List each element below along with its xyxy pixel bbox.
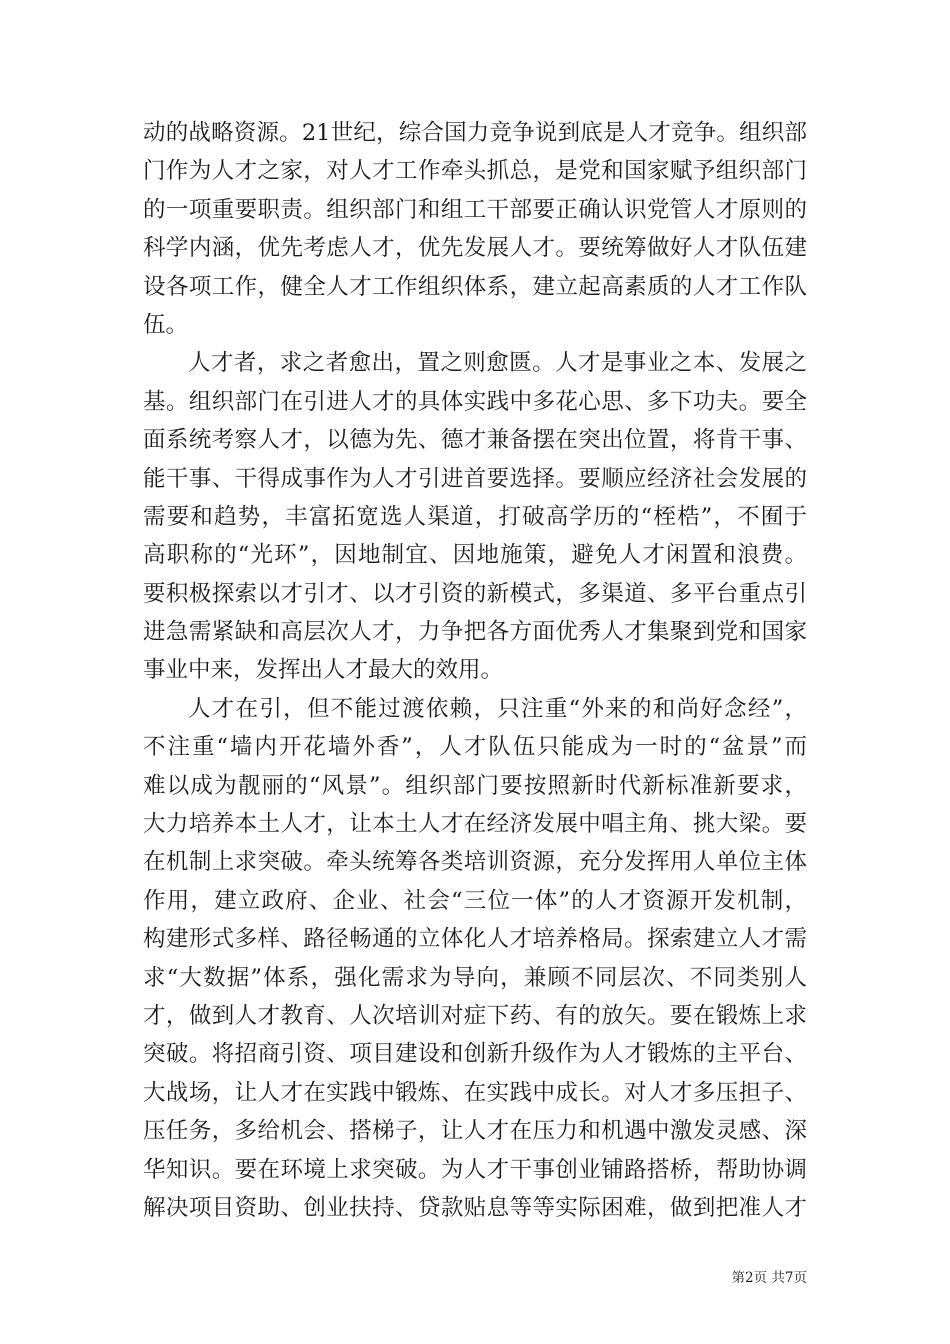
text-line: 基。组织部门在引进人才的具体实践中多花心思、多下功夫。要全 [143, 388, 807, 415]
text-line: 门作为人才之家，对人才工作牵头抓总，是党和国家赋予组织部门 [143, 158, 807, 185]
text-line: 难以成为靓丽的“风景”。组织部门要按照新时代新标准新要求， [143, 772, 807, 799]
paragraph-2 [143, 344, 807, 690]
text-line: 突破。将招商引资、项目建设和创新升级作为人才锻炼的主平台、 [143, 1041, 807, 1068]
page-number: 第2页 共7页 [731, 1270, 807, 1286]
text-line: 大战场，让人才在实践中锻炼、在实践中成长。对人才多压担子、 [143, 1079, 807, 1106]
text-line: 动的战略资源。21世纪，综合国力竞争说到底是人才竞争。组织部 [143, 120, 807, 146]
text-line: 大力培养本土人才，让本土人才在经济发展中唱主角、挑大梁。要 [143, 811, 807, 838]
text-line: 人才者，求之者愈出，置之则愈匮。人才是事业之本、发展之 [188, 350, 807, 377]
text-line: 面系统考察人才，以德为先、德才兼备摆在突出位置，将肯干事、 [143, 427, 807, 454]
text-line: 的一项重要职责。组织部门和组工干部要正确认识党管人才原则的 [143, 196, 807, 223]
text-line: 伍。 [143, 311, 189, 338]
text-line: 解决项目资助、创业扶持、贷款贴息等等实际困难，做到把准人才 [143, 1194, 807, 1221]
body-text [143, 114, 807, 1227]
text-line: 科学内涵，优先考虑人才，优先发展人才。要统筹做好人才队伍建 [143, 235, 807, 262]
text-line: 要积极探索以才引才、以才引资的新模式，多渠道、多平台重点引 [143, 580, 807, 607]
text-line: 才，做到人才教育、人次培训对症下药、有的放矢。要在锻炼上求 [143, 1002, 807, 1029]
text-line: 设各项工作，健全人才工作组织体系，建立起高素质的人才工作队 [143, 273, 807, 300]
text-line: 华知识。要在环境上求突破。为人才干事创业铺路搭桥，帮助协调 [143, 1156, 807, 1183]
text-line: 高职称的“光环”，因地制宜、因地施策，避免人才闲置和浪费。 [143, 542, 807, 569]
text-line: 在机制上求突破。牵头统筹各类培训资源，充分发挥用人单位主体 [143, 849, 807, 876]
text-line: 进急需紧缺和高层次人才，力争把各方面优秀人才集聚到党和国家 [143, 619, 807, 646]
text-line: 人才在引，但不能过渡依赖，只注重“外来的和尚好念经”， [188, 695, 807, 722]
text-line: 不注重“墙内开花墙外香”，人才队伍只能成为一时的“盆景”而 [143, 734, 807, 761]
text-line: 能干事、干得成事作为人才引进首要选择。要顺应经济社会发展的 [143, 465, 807, 492]
text-line: 求“大数据”体系，强化需求为导向，兼顾不同层次、不同类别人 [143, 964, 807, 991]
text-line: 事业中来，发挥出人才最大的效用。 [143, 657, 504, 684]
text-line: 作用，建立政府、企业、社会“三位一体”的人才资源开发机制， [143, 887, 807, 914]
text-line: 需要和趋势，丰富拓宽选人渠道，打破高学历的“桎梏”，不囿于 [143, 503, 807, 530]
text-line: 构建形式多样、路径畅通的立体化人才培养格局。探索建立人才需 [143, 926, 807, 953]
text-line: 压任务，多给机会、搭梯子，让人才在压力和机遇中激发灵感、深 [143, 1118, 807, 1145]
paragraph-1 [143, 114, 807, 344]
paragraph-3 [143, 690, 807, 1227]
